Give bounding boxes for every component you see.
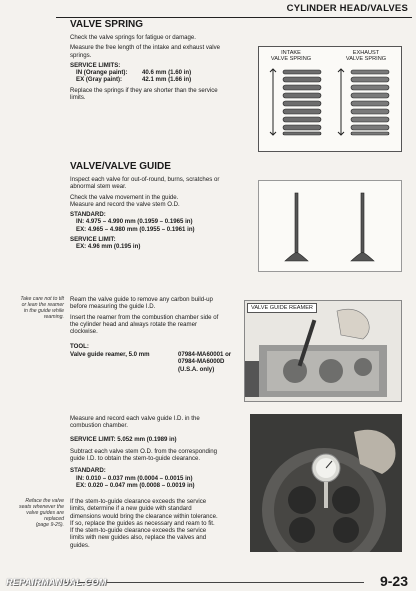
clearance-text: If the stem-to-guide clearance exceeds the service limits, determine if a new guide with standard dimensions would bring the clearance within tolerance. If so, replace the guides as necessary and ream to fit. If the stem-to-guide clearance exceeds the service limits with new guides also, replace the valves and guides. [70,498,218,549]
exhaust-spring-coil [351,70,389,135]
valve-spring-text: Check the valve springs for fatigue or damage. Measure the free length of the intake and exhaust valve springs. SERVICE LIMITS: IN (Orange paint): 40.6 mm (1.60 in) EX (Gray paint): 42.1 mm (1.66 in) Replace the springs if they are shorter than the service limits. [70,34,221,102]
tool-part-numbers: 07984-MA60001 or 07984-MA6000D (U.S.A. only) [178,351,232,373]
reamer-photo [244,300,402,402]
exhaust-spring-label: EXHAUST VALVE SPRING [345,50,387,63]
intake-spring-label: INTAKE VALVE SPRING [270,50,312,63]
valves-drawing [259,181,401,271]
watermark-logo: REPAIRMANUAL.COM [6,577,107,587]
valve-guide-text: Inspect each valve for out-of-round, burns, scratches or abnormal stem wear. Check the valve movement in the guide. Measure and record the valve stem O.D. STANDARD: IN: 4.975 – 4.990 mm (0.1959 – 0.1965 in) EX: 4.965 – 4.980 mm (0.1955 – 0.1961 in) SERVICE LIMIT: EX: 4.96 mm (0.195 in) [70,176,220,251]
cylinder-head-photo [245,301,401,401]
reamer-text: Ream the valve guide to remove any carbon build-up before measuring the guide I.D. Insert the reamer from the combustion chamber side of the cylinder head and always rotate the reamer clockwise. [70,296,219,336]
reamer-figure-label: VALVE GUIDE REAMER [247,303,317,313]
springs-drawing [259,47,401,151]
valve-stem-figure [258,180,402,272]
tool-heading: TOOL: [70,343,89,350]
intake-spring-coil [283,70,321,135]
reface-side-note: Reface the valve seats whenever the valve guides are replaced (page 9-25). [19,498,64,528]
footer-rule [62,582,364,583]
header-rule [56,17,412,18]
guide-id-text: Measure and record each valve guide I.D. in the combustion chamber. SERVICE LIMIT: 5.052 mm (0.1989 in) Subtract each valve stem O.D. from the corresponding guide I.D. to obtain the stem-to-guide clearance. STANDARD: IN: 0.010 – 0.037 mm (0.0004 – 0.0015 in) EX: 0.020 – 0.047 mm (0.0008 – 0.0019 in) [70,415,217,490]
combustion-chamber-photo [250,414,402,552]
page-number: 9-23 [379,573,408,589]
valve-spring-figure [258,46,402,152]
valve-spring-heading: VALVE SPRING [70,19,143,30]
bore-gauge-photo [250,414,402,552]
section-header-title: CYLINDER HEAD/VALVES [286,3,408,14]
tool-name: Valve guide reamer, 5.0 mm [70,351,150,358]
valve-guide-heading: VALVE/VALVE GUIDE [70,161,171,172]
reamer-side-note: Take care not to tilt or lean the reamer in the guide while reaming. [20,296,64,320]
